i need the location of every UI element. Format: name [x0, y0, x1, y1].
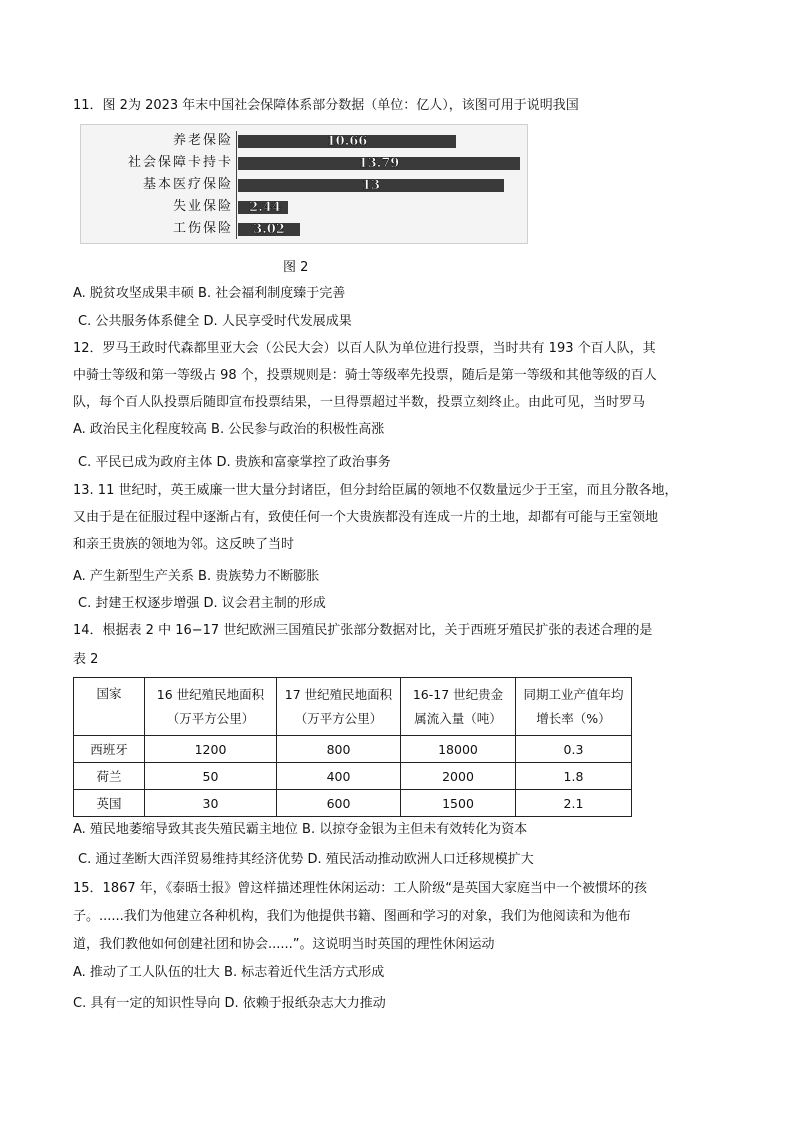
table-row	[74, 763, 632, 790]
question-13-option-cd: C. 封建王权逐步增强 D. 议会君主制的形成	[78, 596, 326, 611]
question-14-option-cd: C. 通过垄断大西洋贸易维持其经济优势 D. 殖民活动推动欧洲人口迁移规模扩大	[78, 852, 534, 867]
table-cell: 1.8	[516, 763, 632, 790]
bar-category-label: 失业保险	[172, 199, 233, 214]
table-cell: 2.1	[516, 790, 632, 817]
question-14-stem: 14．根据表 2 中 16−17 世纪欧洲三国殖民扩张部分数据对比，关于西班牙殖民扩张的表述合理的是	[73, 623, 653, 638]
question-14-option-ab: A. 殖民地萎缩导致其丧失殖民霸主地位 B. 以掠夺金银为主但未有效转化为资本	[73, 822, 528, 837]
question-15-stem-line-1: 15．1867 年，《泰晤士报》曾这样描述理性休闲运动：工人阶级“是英国大家庭当中一个被惯坏的孩	[73, 881, 647, 896]
question-13-option-ab: A. 产生新型生产关系 B. 贵族势力不断膨胀	[73, 569, 320, 584]
table-cell: 0.3	[516, 736, 632, 763]
table-cell: 600	[277, 790, 401, 817]
question-12-stem-line-3: 队，每个百人队投票后随即宣布投票结果，一旦得票超过半数，投票立刻终止。由此可见，当时罗马	[73, 395, 646, 410]
question-15-option-cd: C. 具有一定的知识性导向 D. 依赖于报纸杂志大力推动	[73, 996, 386, 1011]
table-cell: 英国	[74, 790, 145, 817]
table-2	[73, 677, 632, 817]
question-13-stem-line-1: 13. 11 世纪时，英王威廉一世大量分封诸臣，但分封给臣属的领地不仅数量远少于王室，而且分散各地，	[73, 483, 678, 498]
question-12-option-ab: A. 政治民主化程度较高 B. 公民参与政治的积极性高涨	[73, 422, 385, 437]
table-2-caption: 表 2	[73, 652, 99, 667]
question-12-option-cd: C. 平民已成为政府主体 D. 贵族和富豪掌控了政治事务	[78, 455, 391, 470]
bar-category-label: 基本医疗保险	[142, 177, 233, 192]
question-11-option-cd: C. 公共服务体系健全 D. 人民享受时代发展成果	[78, 314, 352, 329]
table-header-cell: 同期工业产值年均 增长率（%）	[516, 678, 632, 736]
chart-axis	[236, 131, 237, 239]
table-cell: 2000	[401, 763, 516, 790]
social-security-bar-chart	[80, 124, 528, 244]
question-15-stem-line-3: 道，我们教他如何创建社团和协会......”。这说明当时英国的理性休闲运动	[73, 937, 495, 952]
table-header-cell: 16-17 世纪贵金 属流入量（吨）	[401, 678, 516, 736]
bar-value-label: 13	[361, 178, 381, 193]
question-13-stem-line-2: 又由于是在征服过程中逐渐占有，致使任何一个大贵族都没有连成一片的土地，却都有可能与王室领地	[73, 510, 659, 525]
table-row	[74, 790, 632, 817]
table-cell: 800	[277, 736, 401, 763]
table-row	[74, 736, 632, 763]
question-11-option-ab: A. 脱贫攻坚成果丰硕 B. 社会福利制度臻于完善	[73, 286, 346, 301]
question-15-stem-line-2: 子。......我们为他建立各种机构，我们为他提供书籍、图画和学习的对象，我们为他阅读和为他布	[73, 909, 631, 924]
table-header-row	[74, 678, 632, 736]
table-cell: 18000	[401, 736, 516, 763]
bar-value-label: 13.79	[358, 156, 400, 171]
table-cell: 西班牙	[74, 736, 145, 763]
figure-2-caption: 图 2	[283, 260, 309, 275]
table-cell: 1500	[401, 790, 516, 817]
question-15-option-ab: A. 推动了工人队伍的壮大 B. 标志着近代生活方式形成	[73, 965, 385, 980]
table-header-cell: 16 世纪殖民地面积 （万平方公里）	[145, 678, 277, 736]
question-12-stem-line-2: 中骑士等级和第一等级占 98 个，投票规则是：骑士等级率先投票，随后是第一等级和其他等级的百人	[73, 368, 657, 383]
table-header-cell: 国家	[74, 678, 145, 736]
bar-category-label: 社会保障卡持卡	[127, 155, 233, 170]
bar-value-label: 2.44	[249, 200, 281, 215]
question-13-stem-line-3: 和亲王贵族的领地为邻。这反映了当时	[73, 537, 295, 552]
bar-category-label: 养老保险	[172, 133, 233, 148]
bar-value-label: 10.66	[326, 134, 368, 149]
question-12-stem-line-1: 12．罗马王政时代森都里亚大会（公民大会）以百人队为单位进行投票，当时共有 193 个百人队，其	[73, 341, 656, 356]
table-cell: 400	[277, 763, 401, 790]
bar-category-label: 工伤保险	[172, 221, 233, 236]
table-cell: 30	[145, 790, 277, 817]
question-11-stem: 11．图 2为 2023 年末中国社会保障体系部分数据（单位：亿人），该图可用于说明我国	[73, 98, 579, 113]
table-cell: 50	[145, 763, 277, 790]
table-cell: 荷兰	[74, 763, 145, 790]
table-header-cell: 17 世纪殖民地面积 （万平方公里）	[277, 678, 401, 736]
bar-value-label: 3.02	[253, 222, 285, 237]
table-cell: 1200	[145, 736, 277, 763]
